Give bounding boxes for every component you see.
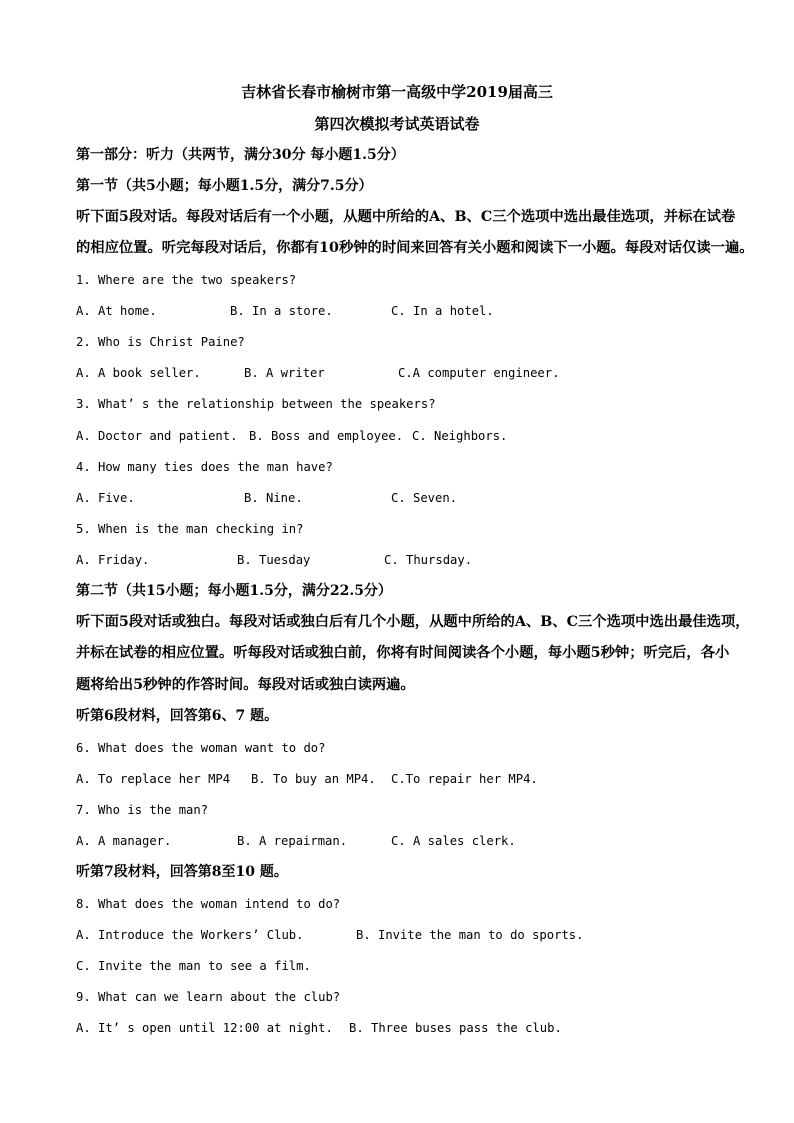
question-1-stem: 1. Where are the two speakers?: [76, 273, 297, 287]
section1-heading: 第一节（共5小题；每小题1.5分，满分7.5分）: [76, 178, 373, 194]
section2-instructions-line3: 题将给出5秒钟的作答时间。每段对话或独白读两遍。: [76, 677, 415, 693]
question-7-option-c: C. A sales clerk.: [391, 834, 516, 848]
section1-instructions-line1: 听下面5段对话。每段对话后有一个小题，从题中所给的A、B、C三个选项中选出最佳选项，并标在试卷: [76, 209, 736, 225]
question-3-stem: 3. What’ s the relationship between the speakers?: [76, 397, 436, 411]
exam-title-line2: 第四次模拟考试英语试卷: [314, 115, 480, 133]
question-3-option-a: A. Doctor and patient.: [76, 429, 238, 443]
question-5-option-c: C. Thursday.: [384, 553, 473, 567]
question-2-option-b: B. A writer: [244, 366, 325, 380]
question-3-option-b: B. Boss and employee.: [249, 429, 404, 443]
question-6-stem: 6. What does the woman want to do?: [76, 741, 326, 755]
group-7-heading: 听第7段材料，回答第8至10 题。: [76, 864, 288, 880]
question-9-option-a: A. It’ s open until 12:00 at night.: [76, 1021, 333, 1035]
question-5-option-a: A. Friday.: [76, 553, 150, 567]
group-6-heading: 听第6段材料，回答第6、7 题。: [76, 708, 279, 724]
question-8-option-c: C. Invite the man to see a film.: [76, 959, 311, 973]
question-1-option-c: C. In a hotel.: [391, 304, 494, 318]
question-7-option-b: B. A repairman.: [237, 834, 348, 848]
question-2-option-a: A. A book seller.: [76, 366, 201, 380]
part1-heading: 第一部分：听力（共两节，满分30分 每小题1.5分）: [76, 147, 405, 163]
question-9-option-b: B. Three buses pass the club.: [349, 1021, 562, 1035]
question-8-stem: 8. What does the woman intend to do?: [76, 897, 341, 911]
question-5-stem: 5. When is the man checking in?: [76, 522, 304, 536]
question-6-option-c: C.To repair her MP4.: [391, 772, 538, 786]
question-8-option-a: A. Introduce the Workers’ Club.: [76, 928, 304, 942]
question-2-option-c: C.A computer engineer.: [398, 366, 560, 380]
question-3-option-c: C. Neighbors.: [412, 429, 508, 443]
section1-instructions-line2: 的相应位置。听完每段对话后，你都有10秒钟的时间来回答有关小题和阅读下一小题。每段对话仅读一遍。: [76, 240, 754, 256]
question-6-option-b: B. To buy an MP4.: [251, 772, 376, 786]
question-5-option-b: B. Tuesday: [237, 553, 311, 567]
question-8-option-b: B. Invite the man to do sports.: [356, 928, 584, 942]
exam-title-line1: 吉林省长春市榆树市第一高级中学2019届高三: [241, 83, 553, 101]
section2-instructions-line1: 听下面5段对话或独白。每段对话或独白后有几个小题，从题中所给的A、B、C三个选项中选出最佳选项，: [76, 614, 750, 630]
section2-heading: 第二节（共15小题；每小题1.5分，满分22.5分）: [76, 583, 392, 599]
section2-instructions-line2: 并标在试卷的相应位置。听每段对话或独白前，你将有时间阅读各个小题，每小题5秒钟；听完后，各小: [76, 645, 730, 661]
question-1-option-b: B. In a store.: [230, 304, 333, 318]
question-1-option-a: A. At home.: [76, 304, 157, 318]
question-7-stem: 7. Who is the man?: [76, 803, 209, 817]
question-9-stem: 9. What can we learn about the club?: [76, 990, 341, 1004]
question-4-option-a: A. Five.: [76, 491, 135, 505]
question-7-option-a: A. A manager.: [76, 834, 172, 848]
question-4-option-b: B. Nine.: [244, 491, 303, 505]
question-4-stem: 4. How many ties does the man have?: [76, 460, 333, 474]
question-2-stem: 2. Who is Christ Paine?: [76, 335, 245, 349]
question-6-option-a: A. To replace her MP4: [76, 772, 231, 786]
question-4-option-c: C. Seven.: [391, 491, 458, 505]
